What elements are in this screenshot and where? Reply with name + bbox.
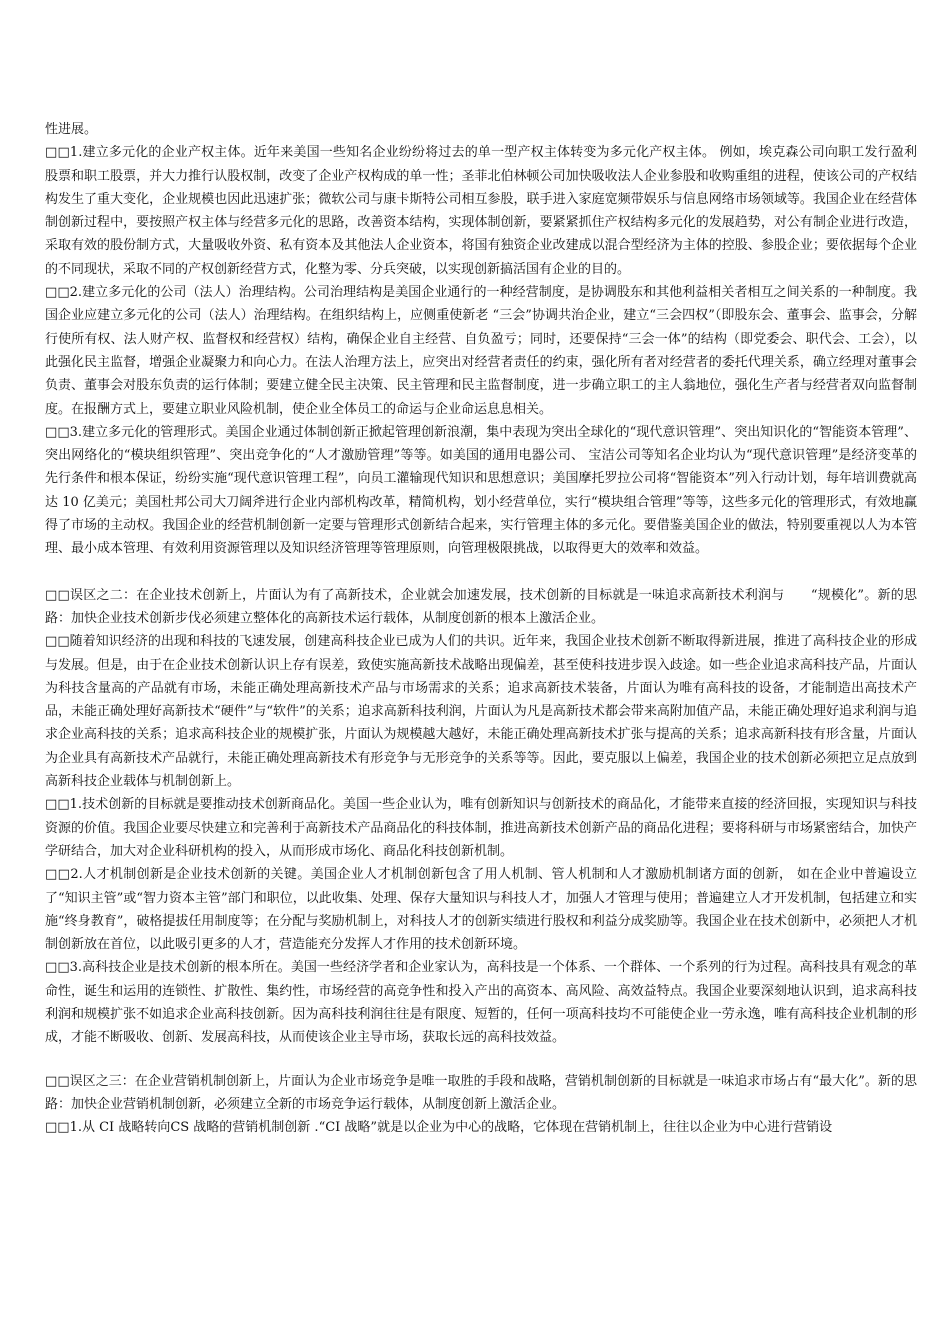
section-spacer [45, 1050, 917, 1070]
paragraph-talent-mechanism: □□2.人才机制创新是企业技术创新的关键。美国企业人才机制创新包含了用人机制、管人机制和人才激励机制诸方面的创新， 如在企业中普遍设立了“知识主管”或“智力资本主管”部门和职位，以此收集、处理、保存大量知识与科技人才，加强人才管理与使用；普遍建立人才开发机制，包括建立和实施“终身教育”，破格提拔任用制度等；在分配与奖励机制上，对科技人才的创新实绩进行股权和利益分成奖励等。我国企业在技术创新中，必须把人才机制创新放在首位，以此吸引更多的人才，营造能充分发挥人才作用的技术创新环境。 [45, 867, 917, 953]
paragraph-property-rights: □□1.建立多元化的企业产权主体。近年来美国一些知名企业纷纷将过去的单一型产权主体转变为多元化产权主体。 例如，埃克森公司向职工发行盈利股票和职工股票，并大力推行认股权制，改变了企业产权构成的单一性；圣菲北伯林顿公司加快吸收法人企业参股和收购重组的进程，使该公司的产权结构发生了重大变化，企业规模也因此迅速扩张；微软公司与康卡斯特公司相互参股，联手进入家庭宽频带娱乐与信息网络市场领域等。我国企业在经营体制创新过程中，要按照产权主体与经营多元化的思路，改善资本结构，实现体制创新，要紧紧抓住产权结构多元化的发展趋势，对公有制企业进行改造，采取有效的股份制方式，大量吸收外资、私有资本及其他法人企业资本，将国有独资企业改建成以混合型经济为主体的控股、参股企业；要依据每个企业的不同现状，采取不同的产权创新经营方式，化整为零、分兵突破，以实现创新搞活国有企业的目的。 [45, 145, 917, 277]
paragraph-misconception-two: □□误区之二：在企业技术创新上，片面认为有了高新技术，企业就会加速发展，技术创新的目标就是一味追求高新技术利润与 “规模化”。新的思路：加快企业技术创新步伐必须建立整体化的高新技术运行载体，从制度创新的根本上激活企业。 [45, 587, 917, 626]
paragraph-governance: □□2.建立多元化的公司（法人）治理结构。公司治理结构是美国企业通行的一种经营制度，是协调股东和其他利益相关者相互之间关系的一种制度。我国企业应建立多元化的公司（法人）治理结构。在组织结构上，应侧重使新老 “三会”协调共治企业，建立“三会四权”（即股东会、董事会、监事会，分解行使所有权、法人财产权、监督权和经营权）结构，确保企业自主经营、自负盈亏；同时，还要保持“三会一体”的结构（即党委会、职代会、工会），以此强化民主监督，增强企业凝聚力和向心力。在法人治理方法上，应突出对经营者责任的约束，强化所有者对经营者的委托代理关系，确立经理对董事会负责、董事会对股东负责的运行体制；要建立健全民主决策、民主管理和民主监督制度，进一步确立职工的主人翁地位，强化生产者与经营者双向监督制度。在报酬方式上，要建立职业风险机制，使企业全体员工的命运与企业命运息息相关。 [45, 285, 917, 417]
paragraph-high-tech-enterprise: □□3.高科技企业是技术创新的根本所在。美国一些经济学者和企业家认为，高科技是一个体系、一个群体、一个系列的行为过程。高科技具有观念的革命性，诞生和运用的连锁性、扩散性、集约性，市场经营的高竞争性和投入产出的高资本、高风险、高效益特点。我国企业要深刻地认识到，追求高科技利润和规模扩张不如追求企业高科技创新。因为高科技利润往往是有限度、短暂的，任何一项高科技均不可能使企业一劳永逸，唯有高科技企业机制的形成，才能不断吸收、创新、发展高科技，从而使该企业主导市场，获取长远的高科技效益。 [45, 960, 917, 1046]
paragraph-ci-to-cs: □□1.从 CI 战略转向CS 战略的营销机制创新 .“CI 战略”就是以企业为中心的战略，它体现在营销机制上，往往以企业为中心进行营销设 [45, 1120, 833, 1136]
paragraph-management-forms: □□3.建立多元化的管理形式。美国企业通过体制创新正掀起管理创新浪潮，集中表现为突出全球化的“现代意识管理”、突出知识化的“智能资本管理”、突出网络化的“模块组织管理”、突出竞争化的“人才激励管理”等等。如美国的通用电器公司、 宝洁公司等知名企业均认为“现代意识管理”是经济变革的先行条件和根本保证，纷纷实施“现代意识管理工程”，向员工灌输现代知识和思想意识；美国摩托罗拉公司将“智能资本”列入行动计划，每年培训费就高达 10 亿美元；美国杜邦公司大刀阔斧进行企业内部机构改革，精简机构，划小经营单位，实行“模块组合管理”等等，这些多元化的管理形式，有效地赢得了市场的主动权。我国企业的经营机制创新一定要与管理形式创新结合起来，实行管理主体的多元化。要借鉴美国企业的做法，特别要重视以人为本管理、最小成本管理、有效利用资源管理以及知识经济管理等管理原则，向管理极限挑战，以取得更大的效率和效益。 [45, 424, 917, 557]
section-spacer [45, 561, 917, 584]
paragraph-continuation: 性进展。 [45, 122, 98, 137]
document-page [45, 118, 917, 1139]
paragraph-commercialization: □□1.技术创新的目标就是要推动技术创新商品化。美国一些企业认为，唯有创新知识与创新技术的商品化，才能带来直接的经济回报，实现知识与科技资源的价值。我国企业要尽快建立和完善利于高新技术产品商品化的科技体制，推进高新技术创新产品的商品化进程；要将科研与市场紧密结合，加快产学研结合，加大对企业科研机构的投入，从而形成市场化、商品化科技创新机制。 [45, 797, 917, 859]
paragraph-knowledge-economy: □□随着知识经济的出现和科技的飞速发展，创建高科技企业已成为人们的共识。近年来，我国企业技术创新不断取得新进展，推进了高科技企业的形成与发展。但是，由于在企业技术创新认识上存有误差，致使实施高新技术战略出现偏差，甚至使科技进步误入歧途。如一些企业追求高科技产品，片面认为科技含量高的产品就有市场，未能正确处理高新技术产品与市场需求的关系；追求高新技术装备，片面认为唯有高科技的设备，才能制造出高技术产品，未能正确处理好高新技术“硬件”与“软件”的关系；追求高新科技利润，片面认为凡是高新技术都会带来高附加值产品，未能正确处理好追求利润与追求企业高科技的关系；追求高科技企业的规模扩张，片面认为规模越大越好，未能正确处理高新技术扩张与提高的关系；追求高新科技有形含量，片面认为企业具有高新技术产品就行，未能正确处理高新技术有形竞争与无形竞争的关系等等。因此，要克服以上偏差，我国企业的技术创新必须把立足点放到高新科技企业载体与机制创新上。 [45, 634, 917, 790]
paragraph-misconception-three: □□误区之三：在企业营销机制创新上，片面认为企业市场竞争是唯一取胜的手段和战略，营销机制创新的目标就是一味追求市场占有“最大化”。新的思路：加快企业营销机制创新，必须建立全新的市场竞争运行载体，从制度创新上激活企业。 [45, 1073, 917, 1112]
